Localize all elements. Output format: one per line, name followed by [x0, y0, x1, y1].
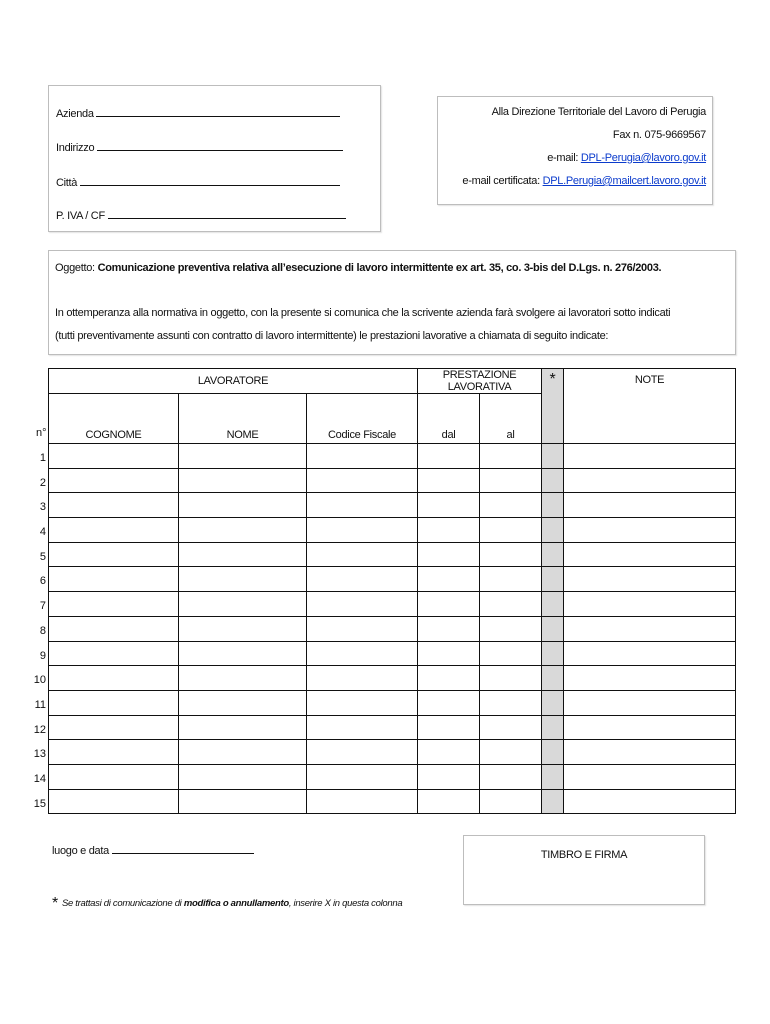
recipient-pec-row [462, 170, 706, 193]
citta-row [56, 175, 340, 189]
luogo-data-row [52, 843, 254, 857]
star-cell[interactable] [542, 518, 564, 543]
note-header: NOTE [564, 369, 736, 444]
codice-fiscale-cell[interactable] [307, 690, 418, 715]
cognome-header: COGNOME [49, 394, 179, 444]
al-cell[interactable] [480, 641, 542, 666]
row-number: 1 [39, 452, 46, 464]
codice-fiscale-header: Codice Fiscale [307, 394, 418, 444]
dal-cell[interactable] [418, 444, 480, 469]
recipient-fax: Fax n. 075-9669567 [612, 129, 706, 141]
timbro-label: TIMBRO E FIRMA [540, 849, 628, 861]
dal-cell[interactable] [418, 542, 480, 567]
codice-fiscale-cell[interactable] [307, 592, 418, 617]
al-cell[interactable] [480, 592, 542, 617]
note-cell[interactable] [564, 493, 736, 518]
subject-body-line2: (tutti preventivamente assunti con contratto di lavoro intermittente) le prestazioni lavorative a chiamata di seguito indicate: [55, 330, 609, 342]
star-cell[interactable] [542, 444, 564, 469]
luogo-data-field[interactable] [112, 843, 254, 854]
nome-cell[interactable] [179, 592, 307, 617]
row-number: 3 [39, 501, 46, 514]
cognome-cell[interactable] [49, 715, 179, 740]
n-label: n° [36, 427, 47, 439]
star-cell[interactable] [542, 567, 564, 592]
codice-fiscale-cell[interactable] [307, 518, 418, 543]
recipient-box [437, 96, 713, 205]
al-cell[interactable] [480, 468, 542, 493]
table-row [49, 740, 736, 765]
al-cell[interactable] [480, 715, 542, 740]
table-row [49, 715, 736, 740]
pec-label: e-mail certificata: [462, 175, 540, 187]
nome-cell[interactable] [179, 715, 307, 740]
note-cell[interactable] [564, 690, 736, 715]
footnote [52, 893, 402, 911]
cognome-cell[interactable] [49, 616, 179, 641]
star-cell[interactable] [542, 493, 564, 518]
star-column-header: * [542, 369, 564, 444]
dal-cell[interactable] [418, 493, 480, 518]
recipient-email-row [462, 147, 706, 170]
cognome-cell[interactable] [49, 567, 179, 592]
row-number: 13 [33, 748, 46, 761]
star-cell[interactable] [542, 764, 564, 789]
nome-cell[interactable] [179, 493, 307, 518]
table-row [49, 542, 736, 567]
table-group-header [49, 369, 736, 394]
codice-fiscale-cell[interactable] [307, 616, 418, 641]
table-row [49, 641, 736, 666]
cognome-cell[interactable] [49, 789, 179, 814]
dal-cell[interactable] [418, 616, 480, 641]
piva-label: P. IVA / CF [56, 210, 105, 222]
cognome-cell[interactable] [49, 518, 179, 543]
star-cell[interactable] [542, 468, 564, 493]
row-number: 12 [33, 723, 46, 736]
note-cell[interactable] [564, 764, 736, 789]
star-cell[interactable] [542, 616, 564, 641]
star-cell[interactable] [542, 690, 564, 715]
citta-label: Città [56, 177, 78, 189]
table-row [49, 518, 736, 543]
dal-cell[interactable] [418, 690, 480, 715]
note-cell[interactable] [564, 616, 736, 641]
dal-cell[interactable] [418, 468, 480, 493]
codice-fiscale-cell[interactable] [307, 444, 418, 469]
cognome-cell[interactable] [49, 592, 179, 617]
nome-cell[interactable] [179, 666, 307, 691]
table-row [49, 567, 736, 592]
row-number: 7 [39, 600, 46, 613]
al-header: al [480, 394, 542, 444]
indirizzo-field[interactable] [97, 140, 343, 151]
footnote-bold: modifica o annullamento [183, 898, 289, 909]
piva-field[interactable] [108, 208, 346, 219]
footnote-pre: Se trattasi di comunicazione di [61, 898, 184, 909]
recipient-line1: Alla Direzione Territoriale del Lavoro di Perugia [491, 106, 706, 118]
al-cell[interactable] [480, 518, 542, 543]
table-row [49, 616, 736, 641]
row-number: 14 [33, 772, 46, 785]
luogo-data-label: luogo e data [52, 845, 109, 857]
nome-cell[interactable] [179, 468, 307, 493]
note-cell[interactable] [564, 592, 736, 617]
star-cell[interactable] [542, 641, 564, 666]
note-cell[interactable] [564, 444, 736, 469]
cognome-cell[interactable] [49, 493, 179, 518]
nome-cell[interactable] [179, 641, 307, 666]
nome-cell[interactable] [179, 764, 307, 789]
codice-fiscale-cell[interactable] [307, 764, 418, 789]
company-box [48, 85, 381, 232]
note-cell[interactable] [564, 666, 736, 691]
al-cell[interactable] [480, 690, 542, 715]
cognome-cell[interactable] [49, 641, 179, 666]
note-cell[interactable] [564, 567, 736, 592]
table-row [49, 666, 736, 691]
citta-field[interactable] [80, 175, 340, 186]
table-row [49, 444, 736, 469]
piva-row [56, 208, 346, 222]
star-cell[interactable] [542, 789, 564, 814]
azienda-field[interactable] [96, 106, 340, 117]
codice-fiscale-cell[interactable] [307, 740, 418, 765]
dal-cell[interactable] [418, 764, 480, 789]
table-row [49, 789, 736, 814]
star-cell[interactable] [542, 592, 564, 617]
codice-fiscale-cell[interactable] [307, 567, 418, 592]
codice-fiscale-cell[interactable] [307, 715, 418, 740]
cognome-cell[interactable] [49, 666, 179, 691]
nome-cell[interactable] [179, 518, 307, 543]
table-row [49, 592, 736, 617]
row-numbers [20, 443, 48, 813]
indirizzo-row [56, 140, 343, 154]
cognome-cell[interactable] [49, 690, 179, 715]
cognome-cell[interactable] [49, 764, 179, 789]
al-cell[interactable] [480, 542, 542, 567]
row-number: 8 [39, 624, 46, 637]
dal-cell[interactable] [418, 740, 480, 765]
row-number: 5 [39, 550, 46, 563]
nome-header: NOME [179, 394, 307, 444]
al-cell[interactable] [480, 764, 542, 789]
cognome-cell[interactable] [49, 542, 179, 567]
note-cell[interactable] [564, 542, 736, 567]
email-link[interactable]: DPL-Perugia@lavoro.gov.it [580, 152, 706, 164]
row-number: 6 [39, 575, 46, 588]
note-cell[interactable] [564, 641, 736, 666]
email-label: e-mail: [547, 152, 579, 164]
cognome-cell[interactable] [49, 740, 179, 765]
codice-fiscale-cell[interactable] [307, 666, 418, 691]
nome-cell[interactable] [179, 444, 307, 469]
row-number: 11 [34, 698, 46, 711]
al-cell[interactable] [480, 666, 542, 691]
group-prestazione: PRESTAZIONE LAVORATIVA [418, 369, 542, 394]
nome-cell[interactable] [179, 616, 307, 641]
star-cell[interactable] [542, 740, 564, 765]
dal-cell[interactable] [418, 567, 480, 592]
timbro-box[interactable] [463, 835, 705, 905]
note-cell[interactable] [564, 740, 736, 765]
footnote-post: , inserire X in questa colonna [288, 898, 403, 909]
nome-cell[interactable] [179, 690, 307, 715]
subject-label: Oggetto: [55, 262, 95, 274]
star-cell[interactable] [542, 715, 564, 740]
subject-title: Comunicazione preventiva relativa all’esecuzione di lavoro intermittente ex art. 35, co. 3-bis del D.Lgs. n. 276/2003. [97, 262, 662, 274]
subject-box [48, 250, 736, 355]
cognome-cell[interactable] [49, 468, 179, 493]
table-row [49, 764, 736, 789]
dal-header: dal [418, 394, 480, 444]
codice-fiscale-cell[interactable] [307, 789, 418, 814]
codice-fiscale-cell[interactable] [307, 468, 418, 493]
al-cell[interactable] [480, 493, 542, 518]
subject-line [55, 262, 661, 274]
indirizzo-label: Indirizzo [56, 142, 95, 154]
nome-cell[interactable] [179, 542, 307, 567]
al-cell[interactable] [480, 567, 542, 592]
footnote-star: * [52, 895, 58, 912]
note-cell[interactable] [564, 789, 736, 814]
al-cell[interactable] [480, 444, 542, 469]
nome-cell[interactable] [179, 789, 307, 814]
codice-fiscale-cell[interactable] [307, 542, 418, 567]
cognome-cell[interactable] [49, 444, 179, 469]
star-cell[interactable] [542, 666, 564, 691]
note-cell[interactable] [564, 468, 736, 493]
dal-cell[interactable] [418, 641, 480, 666]
row-number: 2 [39, 476, 46, 489]
azienda-label: Azienda [56, 108, 94, 120]
row-number: 4 [39, 526, 46, 539]
subject-body-line1: In ottemperanza alla normativa in oggetto, con la presente si comunica che la scrivente azienda farà svolgere ai lavoratori sotto indicati [55, 307, 671, 319]
row-number: 10 [33, 674, 46, 687]
dal-cell[interactable] [418, 789, 480, 814]
note-cell[interactable] [564, 518, 736, 543]
al-cell[interactable] [480, 616, 542, 641]
nome-cell[interactable] [179, 740, 307, 765]
workers-table [48, 368, 736, 814]
group-lavoratore: LAVORATORE [49, 369, 418, 394]
codice-fiscale-cell[interactable] [307, 641, 418, 666]
dal-cell[interactable] [418, 666, 480, 691]
dal-cell[interactable] [418, 592, 480, 617]
dal-cell[interactable] [418, 518, 480, 543]
row-number: 9 [39, 649, 46, 662]
nome-cell[interactable] [179, 567, 307, 592]
codice-fiscale-cell[interactable] [307, 493, 418, 518]
al-cell[interactable] [480, 740, 542, 765]
star-cell[interactable] [542, 542, 564, 567]
table-row [49, 468, 736, 493]
table-row [49, 690, 736, 715]
table-row [49, 493, 736, 518]
azienda-row [56, 106, 340, 120]
al-cell[interactable] [480, 789, 542, 814]
pec-link[interactable]: DPL.Perugia@mailcert.lavoro.gov.it [542, 175, 706, 187]
dal-cell[interactable] [418, 715, 480, 740]
note-cell[interactable] [564, 715, 736, 740]
row-number: 15 [33, 797, 46, 810]
